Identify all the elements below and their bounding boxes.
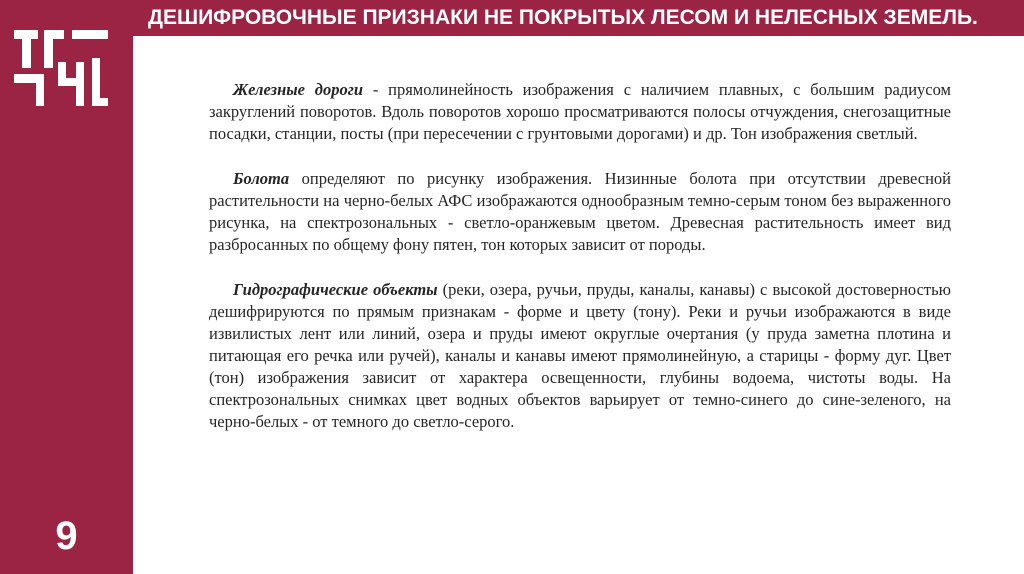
paragraph-lead: Гидрографические объекты [233, 280, 438, 299]
paragraph-text: - прямолинейность изображения с наличием плавных, с большим радиусом закруглений поворотов. Вдоль поворотов хорошо просматриваются полосы отчуждения, снегозащитные посадки, станции, посты (при пересечении с грунтовыми дорогами) и др. Тон изображения светлый. [209, 80, 951, 143]
paragraph-swamps [209, 168, 951, 256]
paragraph-text: определяют по рисунку изображения. Низинные болота при отсутствии древесной растительности на черно-белых АФС изображаются однообразным темно-серым тоном без выраженного рисунка, на спектрозональных - светло-оранжевым цветом. Древесная растительность имеет вид разбросанных по общему фону пятен, тон которых зависит от породы. [209, 169, 951, 254]
slide-content [209, 79, 951, 456]
paragraph-railways [209, 79, 951, 145]
page-number: 9 [55, 514, 78, 558]
left-sidebar-band [0, 0, 133, 574]
paragraph-text: (реки, озера, ручьи, пруды, каналы, канавы) с высокой достоверностью дешифрируются по прямым признакам - форме и цвету (тону). Реки и ручьи изображаются в виде извилистых лент или линий, озера и пруды имеют округлые очертания (у пруда заметна плотина и питающая его речка или ручей), каналы и канавы имеют прямолинейную, а старицы - форму дуг. Цвет (тон) изображения зависит от характера освещенности, глубины водоема, чистоты воды. На спектрозональных снимках цвет водных объектов варьирует от темно-синего до сине-зеленого, на черно-белых - от темного до светло-серого. [209, 280, 951, 431]
university-logo-icon [14, 30, 108, 106]
paragraph-hydrography [209, 279, 951, 433]
paragraph-lead: Железные дороги [233, 80, 364, 99]
paragraph-lead: Болота [233, 169, 290, 188]
slide-title: ДЕШИФРОВОЧНЫЕ ПРИЗНАКИ НЕ ПОКРЫТЫХ ЛЕСОМ И НЕЛЕСНЫХ ЗЕМЕЛЬ. [148, 6, 978, 29]
